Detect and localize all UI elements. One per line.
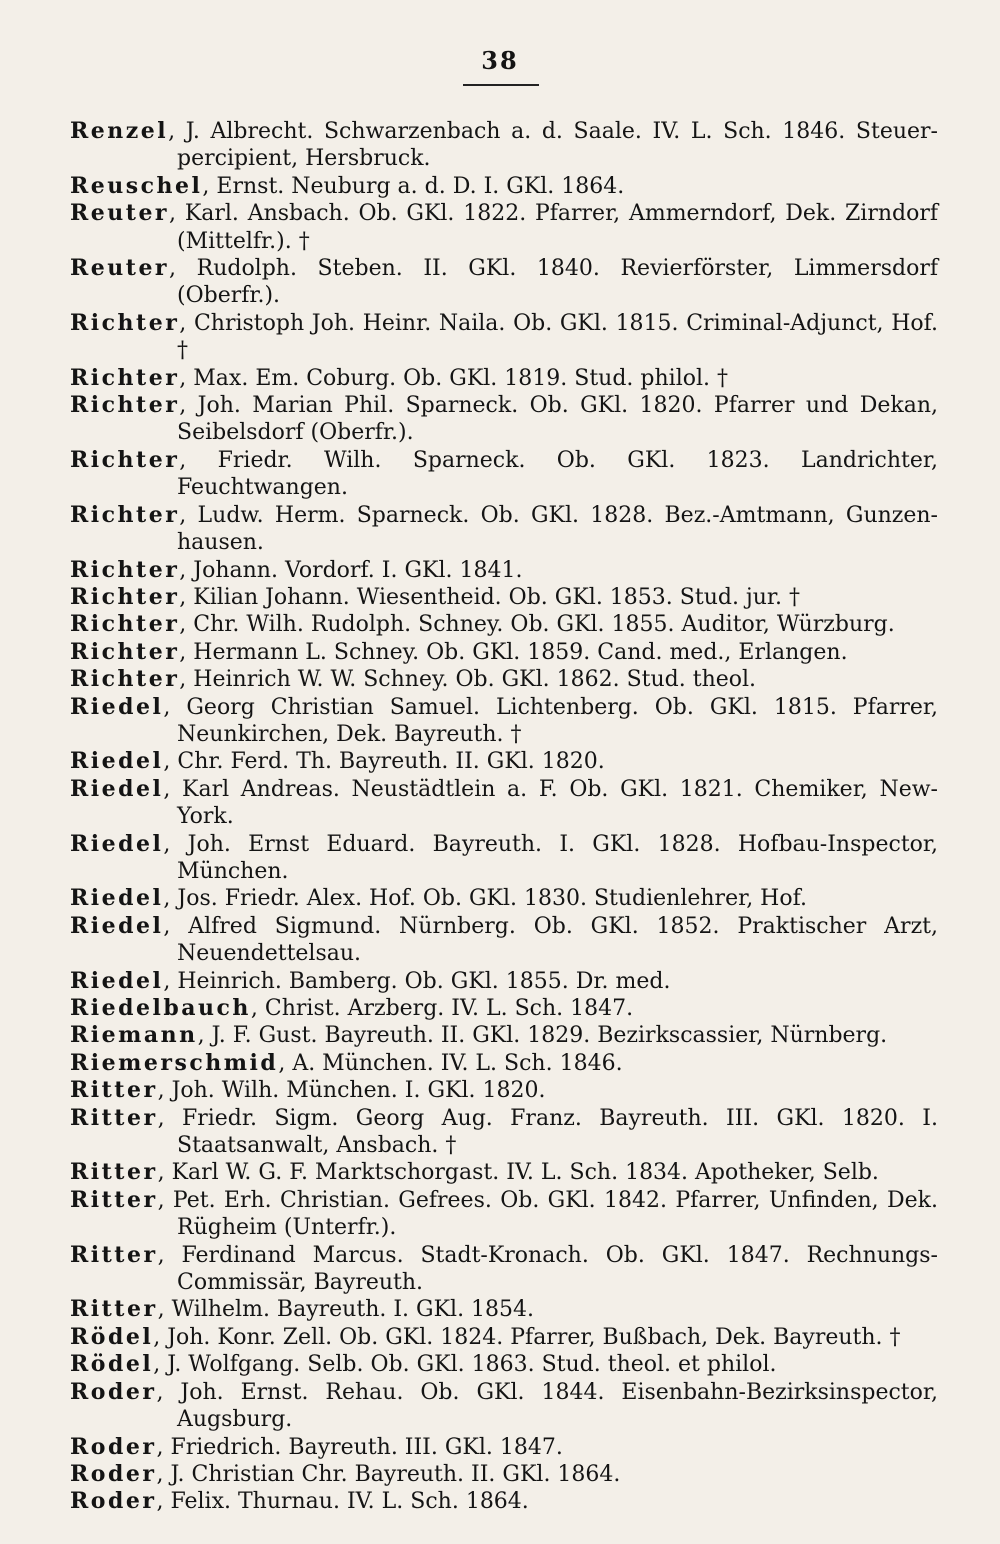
entry-separator: ,: [197, 1023, 212, 1049]
entry-separator: ,: [163, 913, 189, 939]
entry-separator: ,: [157, 1187, 173, 1213]
entry-details: Felix. Thurnau. IV. L. Sch. 1864.: [170, 1489, 529, 1515]
register-entry: [70, 1077, 938, 1104]
entry-details: Alfred Sigmund. Nürnberg. Ob. GKl. 1852. Praktischer Arzt, Neuendettelsau.: [177, 913, 938, 967]
register-entry: [70, 365, 938, 392]
register-entry: [70, 173, 938, 200]
entry-details: Ferdinand Marcus. Stadt-Kronach. Ob. GKl. 1847. Rechnungs-Commissär, Bayreuth.: [177, 1242, 938, 1296]
entry-surname: Ritter: [70, 1104, 158, 1131]
entry-separator: ,: [163, 886, 178, 912]
entry-separator: ,: [157, 1105, 182, 1131]
entry-details: Joh. Ernst. Rehau. Ob. GKl. 1844. Eisenbahn-Bezirksinspector, Augsburg.: [177, 1379, 938, 1433]
register-entry: [70, 310, 938, 365]
entry-separator: ,: [179, 502, 198, 528]
entry-details: Hermann L. Schney. Ob. GKl. 1859. Cand. med., Erlangen.: [193, 639, 848, 665]
entry-separator: ,: [157, 1078, 172, 1104]
entry-separator: ,: [156, 1379, 181, 1405]
page-number: 38: [481, 46, 519, 75]
entry-separator: ,: [179, 310, 194, 336]
register-entry: [70, 831, 938, 886]
entry-details: J. Christian Chr. Bayreuth. II. GKl. 1864.: [170, 1461, 621, 1487]
entry-surname: Riedelbauch: [70, 995, 251, 1021]
entry-details: Ernst. Neuburg a. d. D. I. GKl. 1864.: [216, 173, 625, 199]
register-entry: [70, 1022, 938, 1049]
register-entry: [70, 255, 938, 310]
entry-separator: ,: [179, 612, 194, 638]
entry-surname: Ritter: [70, 1186, 158, 1213]
entry-surname: Riemann: [70, 1022, 198, 1049]
entry-details: J. F. Gust. Bayreuth. II. GKl. 1829. Bezirkscassier, Nürnberg.: [211, 1023, 888, 1049]
entry-separator: ,: [179, 584, 194, 610]
entry-details: Ludw. Herm. Sparneck. Ob. GKl. 1828. Bez.-Amtmann, Gunzen-hausen.: [177, 502, 938, 556]
entry-surname: Richter: [70, 583, 180, 610]
entry-details: Joh. Wilh. München. I. GKl. 1820.: [171, 1078, 546, 1104]
entry-details: Pet. Erh. Christian. Gefrees. Ob. GKl. 1842. Pfarrer, Unfinden, Dek. Rügheim (Unterfr.).: [172, 1187, 938, 1241]
entry-details: Heinrich. Bamberg. Ob. GKl. 1855. Dr. med.: [177, 968, 671, 994]
entry-surname: Roder: [70, 1433, 157, 1460]
entry-separator: ,: [157, 1242, 182, 1268]
register-entry: [70, 1187, 938, 1242]
entry-separator: ,: [163, 776, 183, 802]
register-entry: [70, 1434, 938, 1461]
register-entry: [70, 200, 938, 255]
entry-surname: Richter: [70, 501, 180, 528]
entry-surname: Rödel: [70, 1351, 154, 1378]
page-number-rule: [463, 84, 539, 86]
entry-details: Chr. Wilh. Rudolph. Schney. Ob. GKl. 1855. Auditor, Würzburg.: [193, 612, 895, 638]
entry-surname: Riedel: [70, 912, 164, 939]
register-entry: [70, 968, 938, 995]
register-entry: [70, 1379, 938, 1434]
entry-separator: ,: [179, 393, 198, 419]
entry-separator: ,: [179, 667, 194, 693]
entry-surname: Ritter: [70, 1241, 158, 1268]
register-entry: [70, 913, 938, 968]
register-entry: [70, 1324, 938, 1351]
entry-surname: Riedel: [70, 967, 164, 994]
entry-surname: Richter: [70, 446, 180, 473]
entry-details: Karl W. G. F. Marktschorgast. IV. L. Sch. 1834. Apotheker, Selb.: [171, 1160, 879, 1186]
entry-surname: Riedel: [70, 748, 164, 775]
entry-separator: ,: [169, 201, 185, 227]
entry-surname: Roder: [70, 1378, 157, 1405]
entry-surname: Richter: [70, 666, 180, 693]
entry-details: Karl Andreas. Neustädtlein a. F. Ob. GKl. 1821. Chemiker, New-York.: [177, 776, 938, 830]
entry-surname: Reuter: [70, 200, 170, 227]
entry-surname: Richter: [70, 611, 180, 638]
entry-details: Georg Christian Samuel. Lichtenberg. Ob. GKl. 1815. Pfarrer, Neunkirchen, Dek. Bayreuth. †: [177, 694, 938, 747]
entry-details: Friedr. Wilh. Sparneck. Ob. GKl. 1823. Landrichter, Feuchtwangen.: [177, 447, 938, 501]
entry-separator: ,: [157, 1160, 172, 1186]
entry-details: Friedrich. Bayreuth. III. GKl. 1847.: [170, 1434, 563, 1460]
entry-surname: Richter: [70, 364, 180, 391]
entry-surname: Riemerschmid: [70, 1049, 279, 1076]
entry-details: Wilhelm. Bayreuth. I. GKl. 1854.: [171, 1297, 535, 1323]
register-entry: [70, 584, 938, 611]
entry-separator: ,: [202, 173, 217, 199]
entry-details: Rudolph. Steben. II. GKl. 1840. Revierförster, Limmersdorf (Oberfr.).: [177, 256, 938, 309]
register-entry: [70, 1461, 938, 1488]
entry-surname: Rödel: [70, 1323, 154, 1350]
register-entry: [70, 1488, 938, 1515]
entry-separator: ,: [250, 996, 265, 1021]
register-entry: [70, 557, 938, 584]
register-entry: [70, 1105, 938, 1160]
register-entry: [70, 1159, 938, 1186]
entry-separator: ,: [157, 1297, 172, 1323]
register-entry: [70, 748, 938, 775]
entry-surname: Riedel: [70, 830, 164, 857]
register-entry: [70, 694, 938, 749]
register-entry: [70, 1242, 938, 1297]
entry-details: Christoph Joh. Heinr. Naila. Ob. GKl. 1815. Criminal-Adjunct, Hof. †: [177, 310, 938, 364]
register-entry: [70, 666, 938, 693]
entry-separator: ,: [153, 1324, 168, 1350]
entry-details: Joh. Konr. Zell. Ob. GKl. 1824. Pfarrer, Bußbach, Dek. Bayreuth. †: [167, 1324, 901, 1350]
entry-separator: ,: [156, 1434, 171, 1460]
entry-separator: ,: [156, 1461, 171, 1487]
entry-details: Heinrich W. W. Schney. Ob. GKl. 1862. Stud. theol.: [193, 667, 757, 693]
register-entries: [70, 118, 938, 1516]
entry-details: Karl. Ansbach. Ob. GKl. 1822. Pfarrer, Ammerndorf, Dek. Zirndorf (Mittelfr.). †: [177, 201, 938, 254]
entry-surname: Reuschel: [70, 172, 203, 199]
entry-separator: ,: [179, 639, 194, 665]
register-entry: [70, 611, 938, 638]
entry-details: J. Albrecht. Schwarzenbach a. d. Saale. IV. L. Sch. 1846. Steuer-percipient, Hersbruck.: [177, 119, 938, 172]
entry-separator: ,: [168, 119, 186, 144]
entry-surname: Ritter: [70, 1159, 158, 1186]
entry-separator: ,: [163, 694, 187, 720]
entry-surname: Richter: [70, 638, 180, 665]
register-entry: [70, 776, 938, 831]
entry-separator: ,: [163, 831, 188, 857]
register-entry: [70, 995, 938, 1022]
entry-surname: Ritter: [70, 1077, 158, 1104]
entry-details: Kilian Johann. Wiesentheid. Ob. GKl. 1853. Stud. jur. †: [193, 584, 801, 610]
entry-surname: Roder: [70, 1488, 157, 1515]
register-entry: [70, 639, 938, 666]
register-entry: [70, 447, 938, 502]
entry-separator: ,: [153, 1352, 168, 1378]
entry-surname: Roder: [70, 1460, 157, 1487]
entry-separator: ,: [156, 1489, 171, 1515]
entry-separator: ,: [179, 557, 194, 583]
entry-separator: ,: [179, 447, 218, 473]
entry-separator: ,: [169, 256, 197, 282]
entry-surname: Richter: [70, 309, 180, 336]
register-entry: [70, 1351, 938, 1378]
entry-details: Christ. Arzberg. IV. L. Sch. 1847.: [264, 996, 634, 1021]
entry-surname: Ritter: [70, 1296, 158, 1323]
entry-surname: Renzel: [70, 118, 169, 144]
entry-details: Johann. Vordorf. I. GKl. 1841.: [193, 557, 523, 583]
entry-details: A. München. IV. L. Sch. 1846.: [292, 1050, 623, 1076]
entry-details: J. Wolfgang. Selb. Ob. GKl. 1863. Stud. theol. et philol.: [167, 1352, 777, 1378]
entry-details: Friedr. Sigm. Georg Aug. Franz. Bayreuth. III. GKl. 1820. I. Staatsanwalt, Ansbach. †: [177, 1105, 938, 1159]
entry-details: Joh. Marian Phil. Sparneck. Ob. GKl. 1820. Pfarrer und Dekan, Seibelsdorf (Oberfr.).: [177, 393, 938, 446]
entry-surname: Richter: [70, 392, 180, 419]
entry-surname: Riedel: [70, 885, 164, 912]
entry-details: Chr. Ferd. Th. Bayreuth. II. GKl. 1820.: [177, 749, 605, 775]
register-entry: [70, 502, 938, 557]
entry-surname: Riedel: [70, 693, 164, 720]
entry-details: Joh. Ernst Eduard. Bayreuth. I. GKl. 1828. Hofbau-Inspector, München.: [177, 831, 938, 884]
entry-separator: ,: [278, 1050, 293, 1076]
register-entry: [70, 1050, 938, 1077]
entry-separator: ,: [179, 365, 194, 391]
entry-details: Max. Em. Coburg. Ob. GKl. 1819. Stud. philol. †: [193, 365, 728, 391]
entry-surname: Reuter: [70, 255, 170, 282]
entry-separator: ,: [163, 968, 178, 994]
entry-surname: Richter: [70, 556, 180, 583]
register-entry: [70, 1296, 938, 1323]
entry-details: Jos. Friedr. Alex. Hof. Ob. GKl. 1830. Studienlehrer, Hof.: [177, 886, 807, 912]
register-entry: [70, 118, 938, 173]
entry-separator: ,: [163, 749, 178, 775]
register-entry: [70, 392, 938, 447]
entry-surname: Riedel: [70, 775, 164, 802]
register-entry: [70, 885, 938, 912]
